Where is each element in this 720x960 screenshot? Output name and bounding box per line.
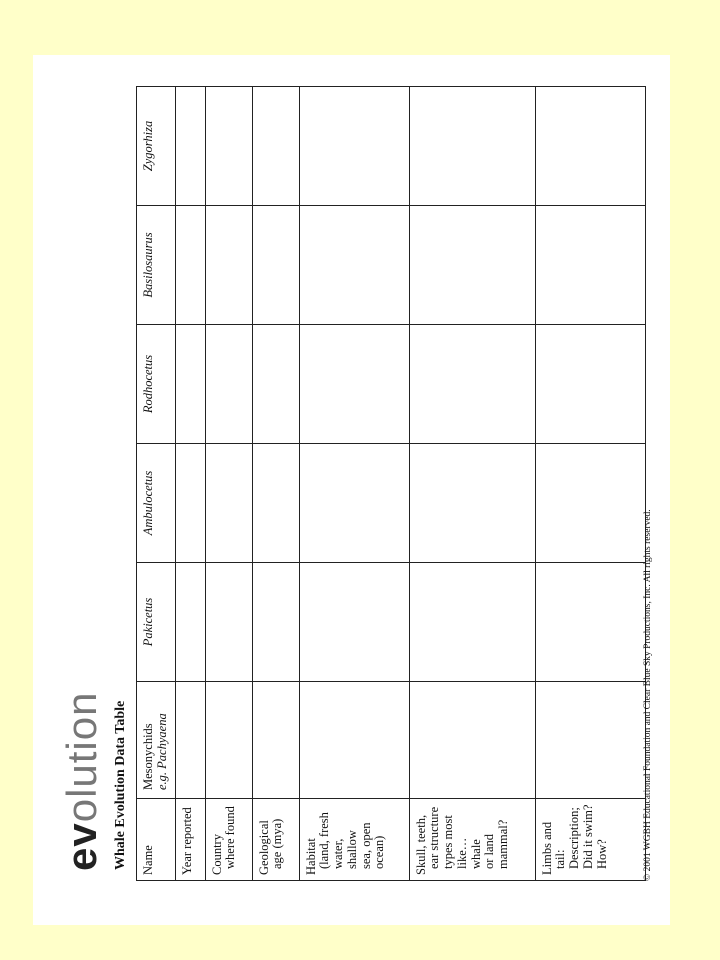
data-cell[interactable] <box>175 325 205 444</box>
data-cell[interactable] <box>299 325 409 444</box>
corner-label: Name <box>137 799 176 881</box>
data-cell[interactable] <box>175 563 205 682</box>
data-cell[interactable] <box>299 444 409 563</box>
data-cell[interactable] <box>299 563 409 682</box>
row-label-line: mammal? <box>496 819 510 869</box>
column-zygorhiza: Zygorhiza <box>137 87 176 206</box>
row-label-line: tail: <box>553 849 568 869</box>
data-cell[interactable] <box>175 87 205 206</box>
data-cell[interactable] <box>252 325 299 444</box>
data-cell[interactable] <box>409 325 535 444</box>
data-cell[interactable] <box>175 206 205 325</box>
data-cell[interactable] <box>299 682 409 799</box>
data-cell[interactable] <box>409 87 535 206</box>
row-label-line: Geological <box>256 820 271 875</box>
row-label-line: sea, open <box>358 822 373 869</box>
row-label-line: (land, fresh <box>317 812 332 869</box>
row-label-line: Skull, teeth, <box>413 814 428 875</box>
row-label-line: where found <box>223 806 238 869</box>
data-cell[interactable] <box>409 563 535 682</box>
row-label-line: like… <box>454 837 469 869</box>
row-label-line: Country <box>209 834 224 875</box>
row-label-line: Did it swim? <box>580 804 595 869</box>
data-cell[interactable] <box>175 682 205 799</box>
table-row <box>535 87 645 881</box>
data-cell[interactable] <box>205 206 252 325</box>
data-cell[interactable] <box>535 325 645 444</box>
row-label-line: whale <box>468 839 483 869</box>
column-rodhocetus: Rodhocetus <box>137 325 176 444</box>
whale-data-table <box>136 86 646 881</box>
data-cell[interactable] <box>205 682 252 799</box>
data-cell[interactable] <box>535 206 645 325</box>
logo-rest: olution <box>58 691 105 823</box>
data-cell[interactable] <box>252 682 299 799</box>
row-label-line: or land <box>482 833 497 869</box>
row-label-geological-age <box>252 799 299 881</box>
data-cell[interactable] <box>252 444 299 563</box>
header-row <box>137 87 176 881</box>
row-label-line: How? <box>594 839 609 869</box>
row-label-line: Limbs and <box>539 821 554 875</box>
column-pakicetus: Pakicetus <box>137 563 176 682</box>
column-ambulocetus: Ambulocetus <box>137 444 176 563</box>
rotated-content <box>33 55 670 925</box>
table-row <box>252 87 299 881</box>
data-cell[interactable] <box>252 206 299 325</box>
row-label-line: ear structure <box>427 806 442 869</box>
row-label-line: Year reported <box>179 807 194 875</box>
data-cell[interactable] <box>535 682 645 799</box>
row-label-line: age (mya) <box>270 818 285 869</box>
column-mesonychids <box>137 682 176 799</box>
page-title: Whale Evolution Data Table <box>113 700 128 870</box>
column-mesonychids-line1: Mesonychids <box>141 723 155 790</box>
row-label-line: types most <box>441 815 455 869</box>
data-cell[interactable] <box>535 87 645 206</box>
column-mesonychids-line2: e.g. Pachyaena <box>154 713 169 790</box>
data-cell[interactable] <box>205 325 252 444</box>
row-label-line: Habitat <box>303 838 318 875</box>
data-cell[interactable] <box>205 87 252 206</box>
table-row <box>175 87 205 881</box>
row-label-country <box>205 799 252 881</box>
data-cell[interactable] <box>535 563 645 682</box>
data-cell[interactable] <box>205 563 252 682</box>
evolution-logo <box>58 691 105 871</box>
data-cell[interactable] <box>175 444 205 563</box>
row-label-line: ocean) <box>372 835 387 869</box>
logo-ev: ev <box>58 822 105 871</box>
copyright-footer: © 2001 WGBH Educational Foundation and Clear Blue Sky Productions, Inc. All rights reserved. <box>643 509 653 881</box>
data-cell[interactable] <box>409 682 535 799</box>
data-cell[interactable] <box>252 87 299 206</box>
row-label-limbs <box>535 799 645 881</box>
table-row <box>205 87 252 881</box>
data-cell[interactable] <box>299 87 409 206</box>
data-cell[interactable] <box>252 563 299 682</box>
table-row <box>299 87 409 881</box>
column-basilosaurus: Basilosaurus <box>137 206 176 325</box>
data-cell[interactable] <box>205 444 252 563</box>
row-label-habitat <box>299 799 409 881</box>
data-cell[interactable] <box>409 444 535 563</box>
data-cell[interactable] <box>409 206 535 325</box>
data-cell[interactable] <box>535 444 645 563</box>
row-label-skull <box>409 799 535 881</box>
row-label-line: Description; <box>567 807 581 869</box>
row-label-year <box>175 799 205 881</box>
table-row <box>409 87 535 881</box>
data-cell[interactable] <box>299 206 409 325</box>
document-page <box>33 55 670 925</box>
row-label-line: water, shallow <box>331 830 359 869</box>
